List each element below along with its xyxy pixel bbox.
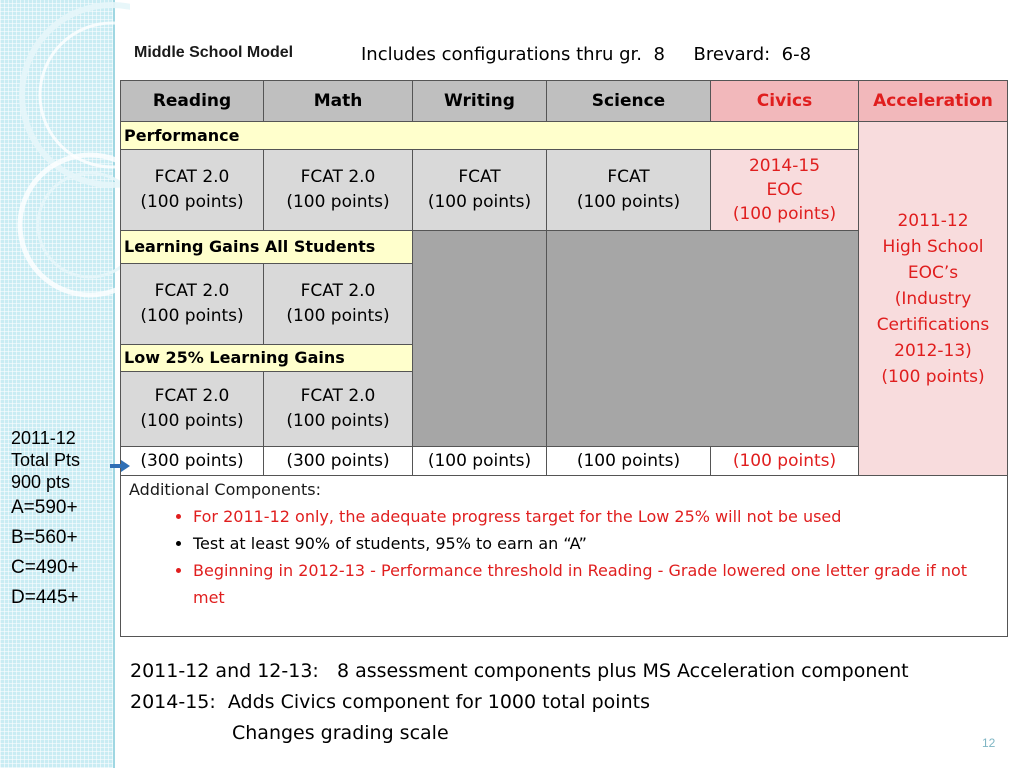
grade-b: B=560+ xyxy=(11,527,78,548)
section-low25: Low 25% Learning Gains xyxy=(121,344,413,371)
low25-math-text: FCAT 2.0 (100 points) xyxy=(286,385,390,431)
performance-reading-cell xyxy=(121,149,264,230)
section-learning-gains: Learning Gains All Students xyxy=(121,230,413,263)
footer-line-2: 2014-15: Adds Civics component for 1000 total points xyxy=(130,691,650,713)
section-performance: Performance xyxy=(121,122,859,149)
component-item: • For 2011-12 only, the adequate progress target for the Low 25% will not be used xyxy=(193,503,999,530)
performance-science-text: FCAT (100 points) xyxy=(576,166,681,212)
total-reading: (300 points) xyxy=(121,446,264,475)
total-civics: (100 points) xyxy=(711,446,859,475)
science-civics-shaded-area xyxy=(547,230,859,446)
additional-components-cell xyxy=(121,476,1008,637)
total-points-note xyxy=(11,427,111,613)
configuration-note: Includes configurations thru gr. 8 Brevard: 6-8 xyxy=(361,44,812,65)
performance-civics-cell xyxy=(711,149,859,230)
column-header-science: Science xyxy=(547,81,711,122)
additional-components-title: Additional Components: xyxy=(129,480,322,500)
learning-gains-math-cell xyxy=(264,263,413,344)
slide-header xyxy=(130,44,1024,74)
grade-d: D=445+ xyxy=(11,587,79,608)
column-header-civics: Civics xyxy=(711,81,859,122)
additional-components-list xyxy=(129,503,999,611)
column-header-math: Math xyxy=(264,81,413,122)
performance-civics-text: 2014-15 EOC (100 points) xyxy=(732,155,837,224)
performance-science-cell xyxy=(547,149,711,230)
decorative-rings xyxy=(0,0,130,330)
column-header-acceleration: Acceleration xyxy=(859,81,1008,122)
footer-notes xyxy=(130,656,909,749)
learning-gains-math-text: FCAT 2.0 (100 points) xyxy=(286,280,390,326)
footer-line-1: 2011-12 and 12-13: 8 assessment components plus MS Acceleration component xyxy=(130,660,909,682)
total-writing: (100 points) xyxy=(413,446,547,475)
performance-math-cell xyxy=(264,149,413,230)
learning-gains-reading-cell xyxy=(121,263,264,344)
note-total-label: Total Pts xyxy=(11,450,81,470)
grade-a: A=590+ xyxy=(11,497,78,518)
acceleration-cell xyxy=(859,122,1008,476)
total-math: (300 points) xyxy=(264,446,413,475)
learning-gains-reading-text: FCAT 2.0 (100 points) xyxy=(140,280,244,326)
note-year: 2011-12 xyxy=(11,428,76,448)
low25-math-cell xyxy=(264,372,413,447)
performance-math-text: FCAT 2.0 (100 points) xyxy=(286,166,390,212)
total-science: (100 points) xyxy=(547,446,711,475)
component-item: • Test at least 90% of students, 95% to earn an “A” xyxy=(193,530,999,557)
acceleration-cell-text: 2011-12 High School EOC’s (Industry Certifications 2012-13) (100 points) xyxy=(876,210,990,387)
footer-line-3: Changes grading scale xyxy=(232,722,449,744)
low25-reading-cell xyxy=(121,372,264,447)
grading-model-table xyxy=(120,80,1008,637)
performance-writing-cell xyxy=(413,149,547,230)
arrow-right-icon xyxy=(109,459,131,473)
writing-shaded-area xyxy=(413,230,547,446)
low25-reading-text: FCAT 2.0 (100 points) xyxy=(140,385,244,431)
column-header-writing: Writing xyxy=(413,81,547,122)
grade-c: C=490+ xyxy=(11,557,79,578)
note-points: 900 pts xyxy=(11,472,71,492)
column-header-reading: Reading xyxy=(121,81,264,122)
page-number: 12 xyxy=(982,736,996,750)
performance-writing-text: FCAT (100 points) xyxy=(427,166,532,212)
component-item: • Beginning in 2012-13 - Performance threshold in Reading - Grade lowered one letter grade if not met xyxy=(193,557,999,611)
model-title: Middle School Model xyxy=(134,44,294,61)
performance-reading-text: FCAT 2.0 (100 points) xyxy=(140,166,244,212)
